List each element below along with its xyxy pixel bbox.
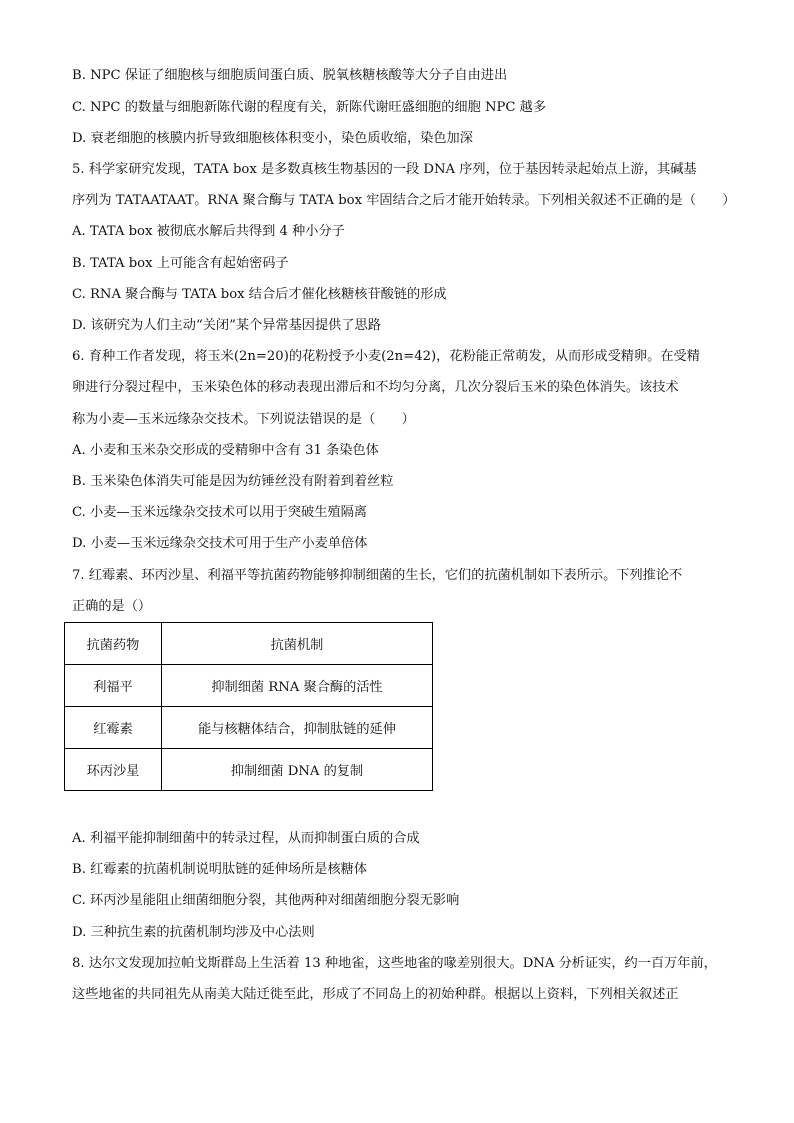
table-header-drug: 抗菌药物 — [65, 623, 162, 665]
antibiotic-mechanism-table — [64, 622, 433, 791]
q8-stem-line-1: 8. 达尔文发现加拉帕戈斯群岛上生活着 13 种地雀，这些地雀的喙差别很大。DNA 分析证实，约一百万年前， — [72, 956, 717, 971]
table-row — [65, 749, 433, 791]
q5-option-a: A. TATA box 被彻底水解后共得到 4 种小分子 — [72, 224, 345, 239]
table-cell-drug: 红霉素 — [65, 707, 162, 749]
table-cell-drug: 环丙沙星 — [65, 749, 162, 791]
q6-stem-line-1: 6. 育种工作者发现，将玉米(2n=20)的花粉授予小麦(2n=42)，花粉能正常萌发，从而形成受精卵。在受精 — [72, 349, 700, 364]
table-row — [65, 665, 433, 707]
q4-option-b: B. NPC 保证了细胞核与细胞质间蛋白质、脱氧核糖核酸等大分子自由进出 — [72, 68, 508, 83]
table-header-mechanism: 抗菌机制 — [162, 623, 433, 665]
q6-stem-line-3: 称为小麦—玉米远缘杂交技术。下列说法错误的是（ ） — [72, 412, 415, 427]
table-cell-mechanism: 抑制细菌 DNA 的复制 — [162, 749, 433, 791]
q5-option-c: C. RNA 聚合酶与 TATA box 结合后才催化核糖核苷酸链的形成 — [72, 287, 447, 302]
table-row — [65, 707, 433, 749]
q6-option-a: A. 小麦和玉米杂交形成的受精卵中含有 31 条染色体 — [72, 443, 379, 458]
q6-option-b: B. 玉米染色体消失可能是因为纺锤丝没有附着到着丝粒 — [72, 474, 394, 489]
table-header-row — [65, 623, 433, 665]
q7-option-c: C. 环丙沙星能阻止细菌细胞分裂，其他两种对细菌细胞分裂无影响 — [72, 893, 460, 908]
q5-stem-line-2: 序列为 TATAATAAT。RNA 聚合酶与 TATA box 牢固结合之后才能开始转录。下列相关叙述不正确的是（ ） — [72, 193, 736, 208]
q6-option-d: D. 小麦—玉米远缘杂交技术可用于生产小麦单倍体 — [72, 536, 368, 551]
q7-stem-line-1: 7. 红霉素、环丙沙星、利福平等抗菌药物能够抑制细菌的生长，它们的抗菌机制如下表所示。下列推论不 — [72, 568, 683, 583]
q6-stem-line-2: 卵进行分裂过程中，玉米染色体的移动表现出滞后和不均匀分离，几次分裂后玉米的染色体消失。该技术 — [72, 380, 679, 395]
q7-stem-line-2: 正确的是（） — [72, 599, 152, 614]
q7-option-d: D. 三种抗生素的抗菌机制均涉及中心法则 — [72, 925, 315, 940]
q5-stem-line-1: 5. 科学家研究发现，TATA box 是多数真核生物基因的一段 DNA 序列，位于基因转录起始点上游，其碱基 — [72, 162, 697, 177]
q4-option-d: D. 衰老细胞的核膜内折导致细胞核体积变小，染色质收缩，染色加深 — [72, 131, 473, 146]
q6-option-c: C. 小麦—玉米远缘杂交技术可以用于突破生殖隔离 — [72, 505, 367, 520]
q7-option-b: B. 红霉素的抗菌机制说明肽链的延伸场所是核糖体 — [72, 862, 368, 877]
table-cell-mechanism: 抑制细菌 RNA 聚合酶的活性 — [162, 665, 433, 707]
q4-option-c: C. NPC 的数量与细胞新陈代谢的程度有关，新陈代谢旺盛细胞的细胞 NPC 越多 — [72, 100, 547, 115]
table-cell-drug: 利福平 — [65, 665, 162, 707]
q5-option-d: D. 该研究为人们主动“关闭”某个异常基因提供了思路 — [72, 318, 381, 333]
q7-option-a: A. 利福平能抑制细菌中的转录过程，从而抑制蛋白质的合成 — [72, 831, 420, 846]
table-cell-mechanism: 能与核糖体结合，抑制肽链的延伸 — [162, 707, 433, 749]
q8-stem-line-2: 这些地雀的共同祖先从南美大陆迁徙至此，形成了不同岛上的初始种群。根据以上资料，下列相关叙述正 — [72, 987, 679, 1002]
q5-option-b: B. TATA box 上可能含有起始密码子 — [72, 256, 289, 271]
